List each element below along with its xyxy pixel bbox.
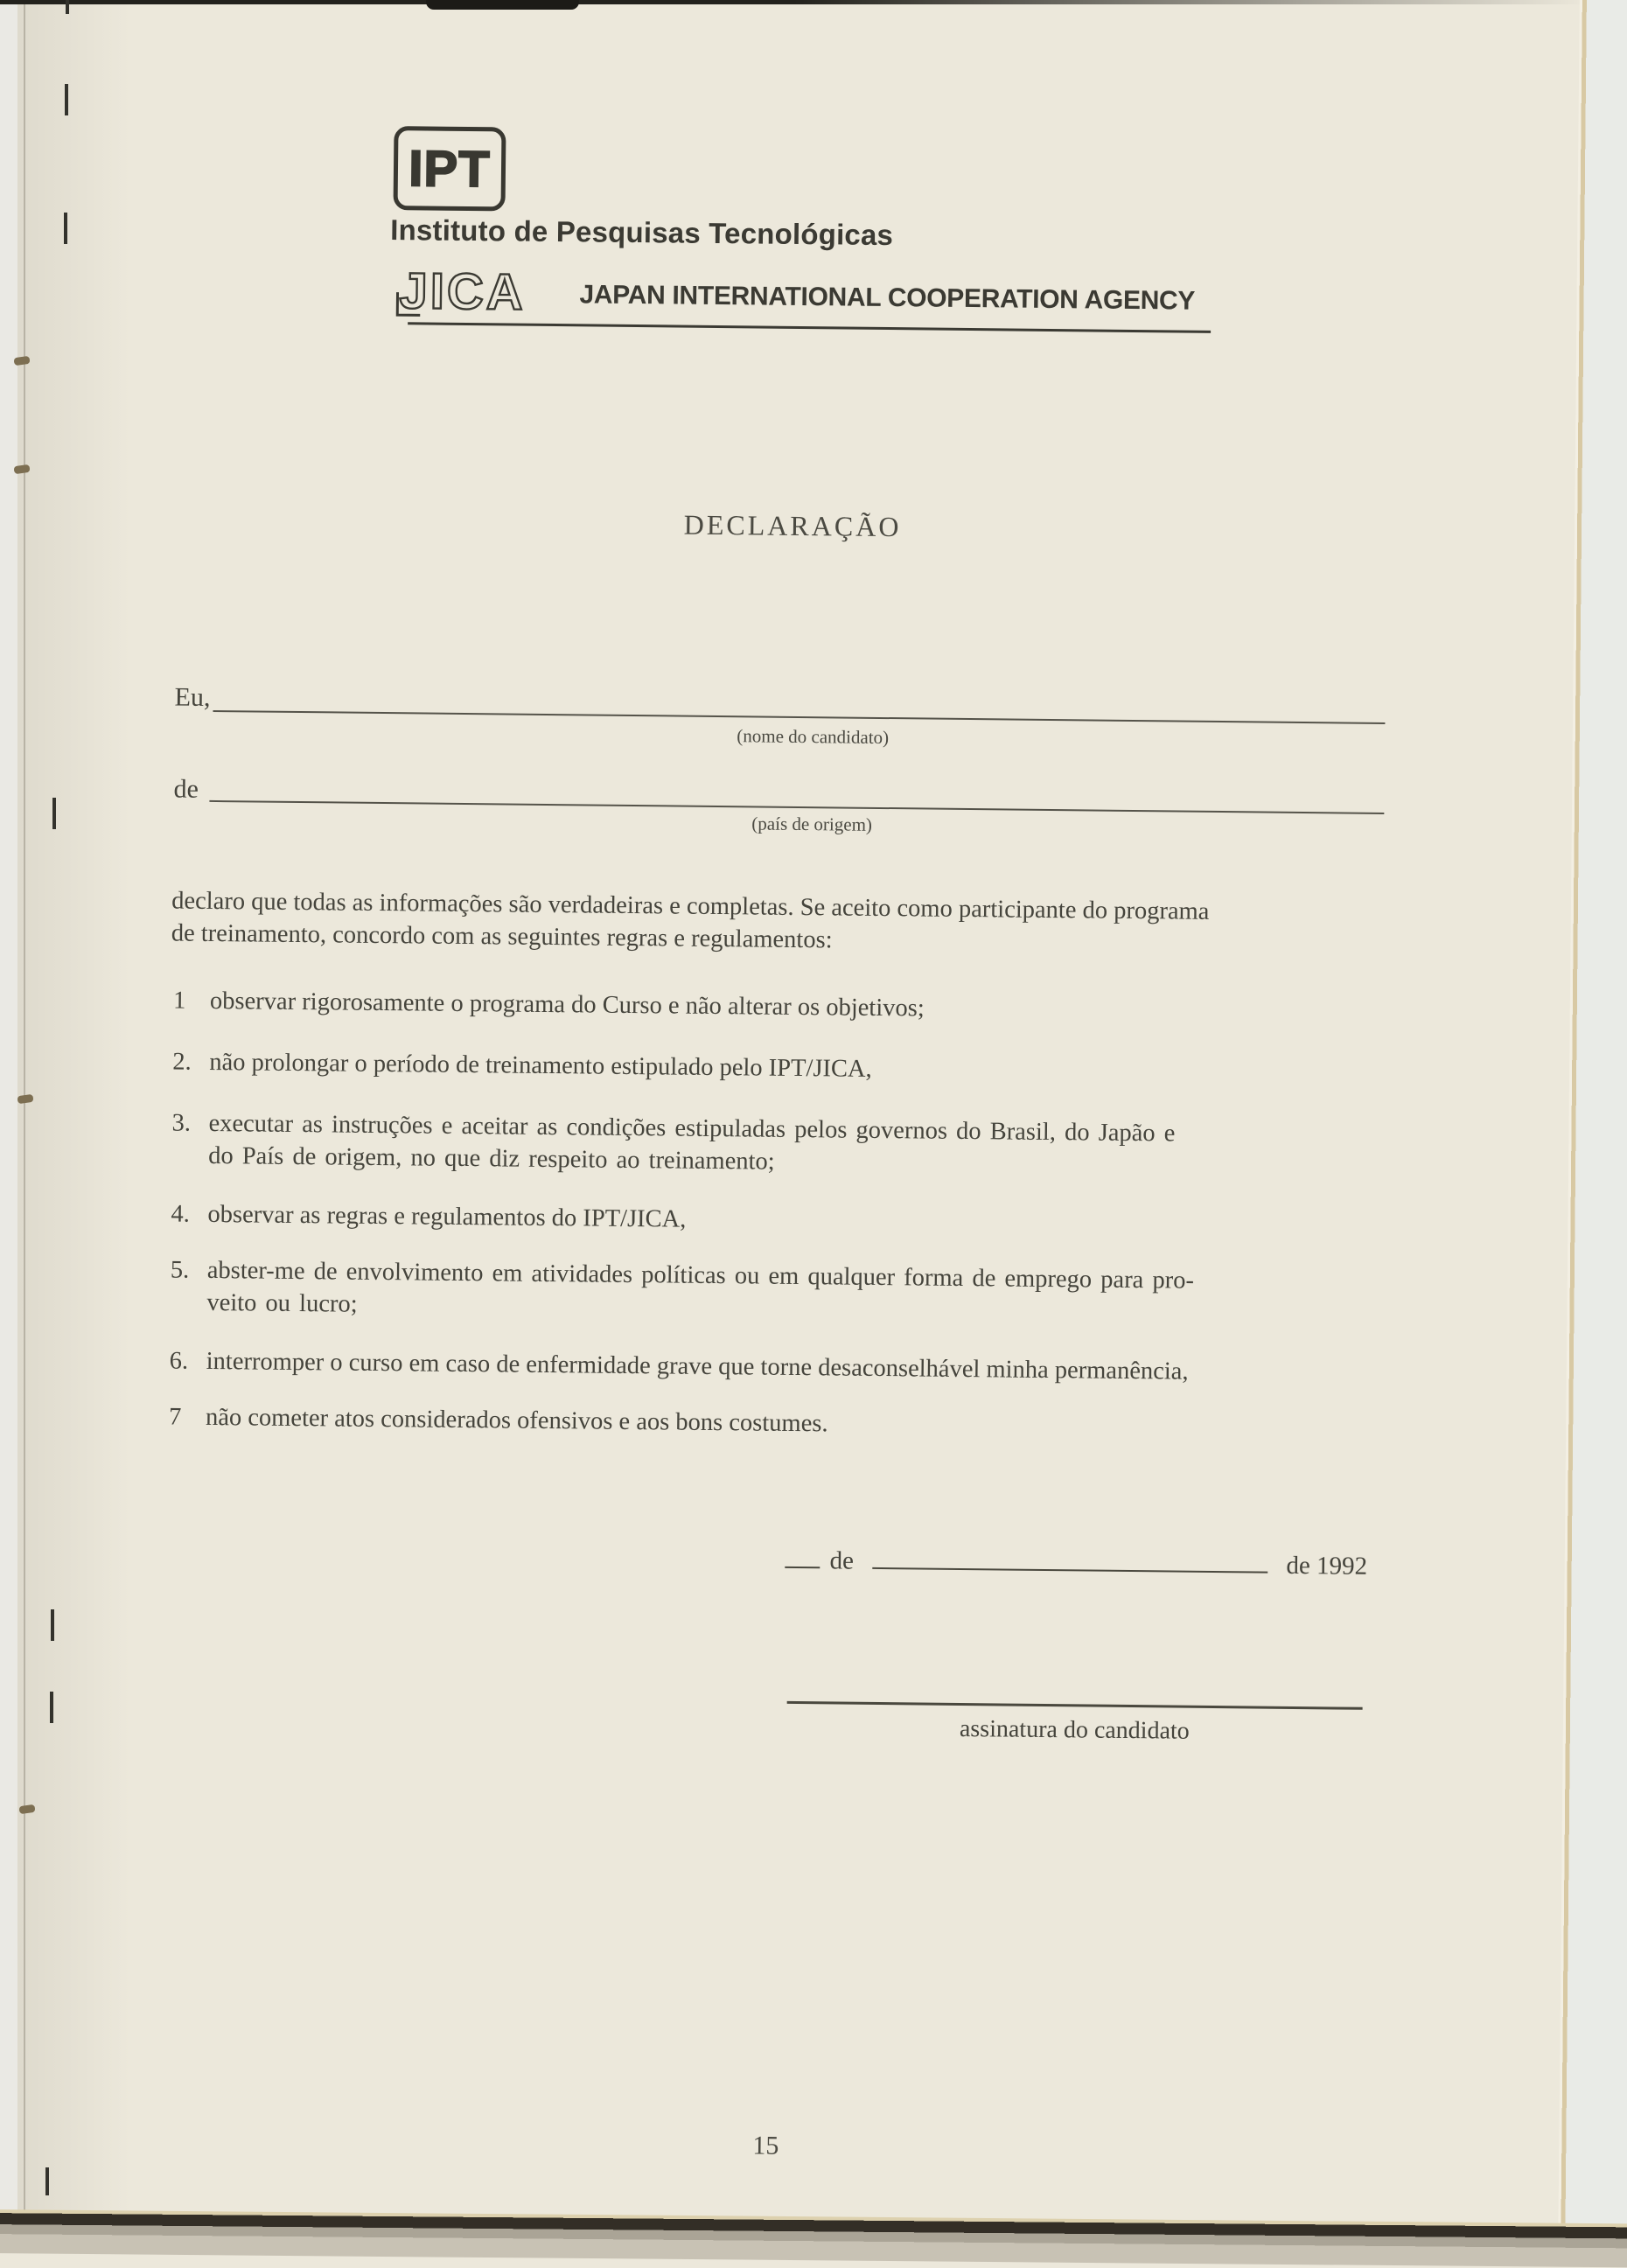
- rule-number: 6.: [169, 1347, 189, 1375]
- date-middle-label: de: [829, 1546, 855, 1575]
- origin-field-label: de: [173, 774, 199, 804]
- ipt-logo: [394, 126, 506, 211]
- date-day-blank: [785, 1546, 820, 1568]
- origin-field-caption: (país de origem): [751, 813, 873, 835]
- date-month-blank: [872, 1546, 1267, 1574]
- header-underline: [408, 322, 1211, 333]
- origin-field-blank-line: [209, 800, 1384, 814]
- rule-number: 3.: [171, 1109, 192, 1137]
- rule-text: executar as instruções e aceitar as condições estipuladas pelos governos do Brasil, do Japão e do País de origem, no que diz respeito ao treinamento;: [208, 1109, 1176, 1176]
- rule-number: 1: [172, 987, 186, 1015]
- rule-text: abster-me de envolvimento em atividades políticas ou em qualquer forma de emprego para pro- veito ou lucro;: [206, 1256, 1195, 1318]
- rule-number: 5.: [170, 1256, 190, 1284]
- rule-number: 7: [168, 1403, 182, 1431]
- date-year-label: de 1992: [1286, 1551, 1368, 1581]
- date-line: [785, 1546, 1371, 1581]
- signature-blank-line: [787, 1701, 1363, 1710]
- signature-caption: assinatura do candidato: [959, 1714, 1190, 1745]
- name-field-label: Eu,: [174, 682, 211, 712]
- ipt-institute-name: Instituto de Pesquisas Tecnológicas: [390, 213, 894, 252]
- jica-logo: [394, 259, 568, 325]
- rule-number: 4.: [171, 1200, 191, 1228]
- ipt-logo-text: IPT: [408, 139, 491, 198]
- document-title: DECLARAÇÃO: [683, 508, 902, 543]
- rule-text: observar as regras e regulamentos do IPT/JICA,: [207, 1200, 687, 1233]
- rule-text: interromper o curso em caso de enfermidade grave que torne desaconselhável minha permanência,: [206, 1347, 1189, 1385]
- page-number: 15: [752, 2131, 779, 2160]
- name-field-blank-line: [213, 710, 1385, 724]
- jica-logo-text: JICA: [399, 262, 527, 321]
- declaration-intro: declaro que todas as informações são verdadeiras e completas. Se aceito como participante do programa de treinamento, concordo com as seguintes regras e regulamentos:: [171, 887, 1210, 954]
- rule-number: 2.: [172, 1048, 192, 1076]
- rule-text: não cometer atos considerados ofensivos e aos bons costumes.: [205, 1403, 828, 1438]
- rule-text: não prolongar o período de treinamento estipulado pelo IPT/JICA,: [209, 1048, 872, 1083]
- jica-agency-name: JAPAN INTERNATIONAL COOPERATION AGENCY: [579, 280, 1196, 316]
- name-field-caption: (nome do candidato): [737, 725, 890, 749]
- rule-text: observar rigorosamente o programa do Curso e não alterar os objetivos;: [209, 987, 925, 1022]
